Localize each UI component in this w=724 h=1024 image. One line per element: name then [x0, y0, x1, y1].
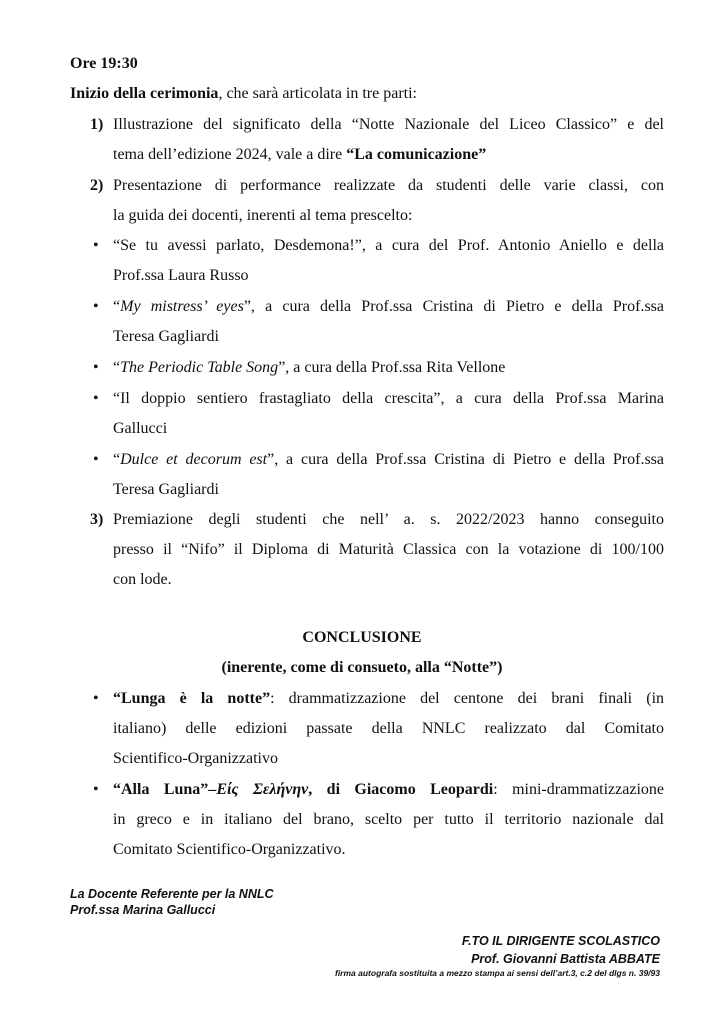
conclusion-item-line2: italiano) delle edizioni passate della NNLC realizzato dal Comitato — [113, 720, 664, 737]
performance-title: “Se tu avessi parlato, Desdemona!” — [113, 237, 362, 254]
time-label: Ore 19:30 — [70, 55, 138, 72]
part1-theme: “La comunicazione” — [346, 146, 487, 163]
quote-open: “ — [113, 359, 121, 376]
bullet-icon: • — [93, 237, 99, 254]
performance-title: “Il doppio sentiero frastagliato della crescita” — [113, 390, 441, 407]
ceremony-intro-rest: , che sarà articolata in tre parti: — [218, 85, 417, 102]
ceremony-intro — [70, 84, 417, 104]
part3-line3: con lode. — [113, 571, 172, 588]
performance-title: Dulce et decorum est — [120, 451, 268, 468]
conclusion-item-line3: Scientifico-Organizzativo — [113, 750, 278, 767]
performance-line1 — [113, 389, 664, 409]
conclusion-subheading: (inerente, come di consueto, alla “Notte”) — [221, 659, 503, 676]
referent-name: Prof.ssa Marina Gallucci — [70, 903, 216, 917]
performance-line1 — [113, 358, 505, 378]
quote-close: ” — [267, 451, 275, 468]
bullet-icon: • — [93, 359, 99, 376]
conclusion-item-desc: : drammatizzazione del centone dei brani finali (in — [270, 690, 665, 707]
conclusion-item-line2: in greco e in italiano del brano, scelto per tutto il territorio nazionale dal — [113, 811, 664, 828]
part2-line1: Presentazione di performance realizzate da studenti delle varie classi, con — [113, 177, 664, 194]
conclusion-item-title: “Alla Luna”– — [113, 781, 217, 798]
quote-close: ” — [243, 298, 251, 315]
bullet-icon: • — [93, 690, 99, 707]
part3-line2: presso il “Nifo” il Diploma di Maturità Classica con la votazione di 100/100 — [113, 541, 664, 558]
conclusion-item-greek-title: Είς Σελήνην — [216, 781, 309, 798]
performance-line2: Prof.ssa Laura Russo — [113, 267, 249, 284]
bullet-icon: • — [93, 781, 99, 798]
conclusion-heading: CONCLUSIONE — [302, 629, 422, 646]
conclusion-item-line1 — [113, 780, 664, 800]
performance-line1 — [113, 450, 664, 470]
part3-number: 3) — [90, 511, 104, 528]
conclusion-item-desc: : mini-drammatizzazione — [493, 781, 665, 798]
performance-curators: , a cura della Prof.ssa Rita Vellone — [285, 359, 506, 376]
part1-number: 1) — [90, 116, 104, 133]
conclusion-item-author: , di Giacomo Leopardi — [308, 781, 494, 798]
bullet-icon: • — [93, 390, 99, 407]
performance-title: The Periodic Table Song — [120, 359, 279, 376]
conclusion-item-line1 — [113, 689, 664, 709]
ceremony-intro-bold: Inizio della cerimonia — [70, 85, 219, 102]
part2-line2: la guida dei docenti, inerenti al tema prescelto: — [113, 207, 413, 224]
quote-open: “ — [113, 298, 121, 315]
conclusion-item-line3: Comitato Scientifico-Organizzativo. — [113, 841, 346, 858]
performance-title: My mistress’ eyes — [120, 298, 244, 315]
performance-curators: , a cura della Prof.ssa Cristina di Pietro e della Prof.ssa — [274, 451, 664, 468]
performance-curators: , a cura del Prof. Antonio Aniello e della — [361, 237, 665, 254]
referent-title: La Docente Referente per la NNLC — [70, 887, 274, 901]
signature-note: firma autografa sostituita a mezzo stampa ai sensi dell’art.3, c.2 del dlgs n. 39/93 — [334, 968, 660, 978]
quote-close: ” — [278, 359, 286, 376]
performance-line1 — [113, 297, 664, 317]
bullet-icon: • — [93, 451, 99, 468]
performance-line1 — [113, 236, 664, 256]
part1-line1: Illustrazione del significato della “Notte Nazionale del Liceo Classico” e del — [113, 116, 664, 133]
performance-line2: Teresa Gagliardi — [113, 481, 219, 498]
performance-curators: , a cura della Prof.ssa Cristina di Pietro e della Prof.ssa — [250, 298, 665, 315]
performance-line2: Gallucci — [113, 420, 168, 437]
bullet-icon: • — [93, 298, 99, 315]
part1-line2 — [113, 145, 486, 165]
performance-line2: Teresa Gagliardi — [113, 328, 219, 345]
performance-curators: , a cura della Prof.ssa Marina — [440, 390, 664, 407]
part3-line1: Premiazione degli studenti che nell’ a. s. 2022/2023 hanno conseguito — [113, 511, 664, 528]
part2-number: 2) — [90, 177, 104, 194]
part1-line2-plain: tema dell’edizione 2024, vale a dire — [113, 146, 347, 163]
principal-title: F.TO IL DIRIGENTE SCOLASTICO — [461, 934, 660, 948]
quote-open: “ — [113, 451, 121, 468]
principal-name: Prof. Giovanni Battista ABBATE — [471, 952, 660, 966]
conclusion-item-title: “Lunga è la notte” — [113, 690, 271, 707]
